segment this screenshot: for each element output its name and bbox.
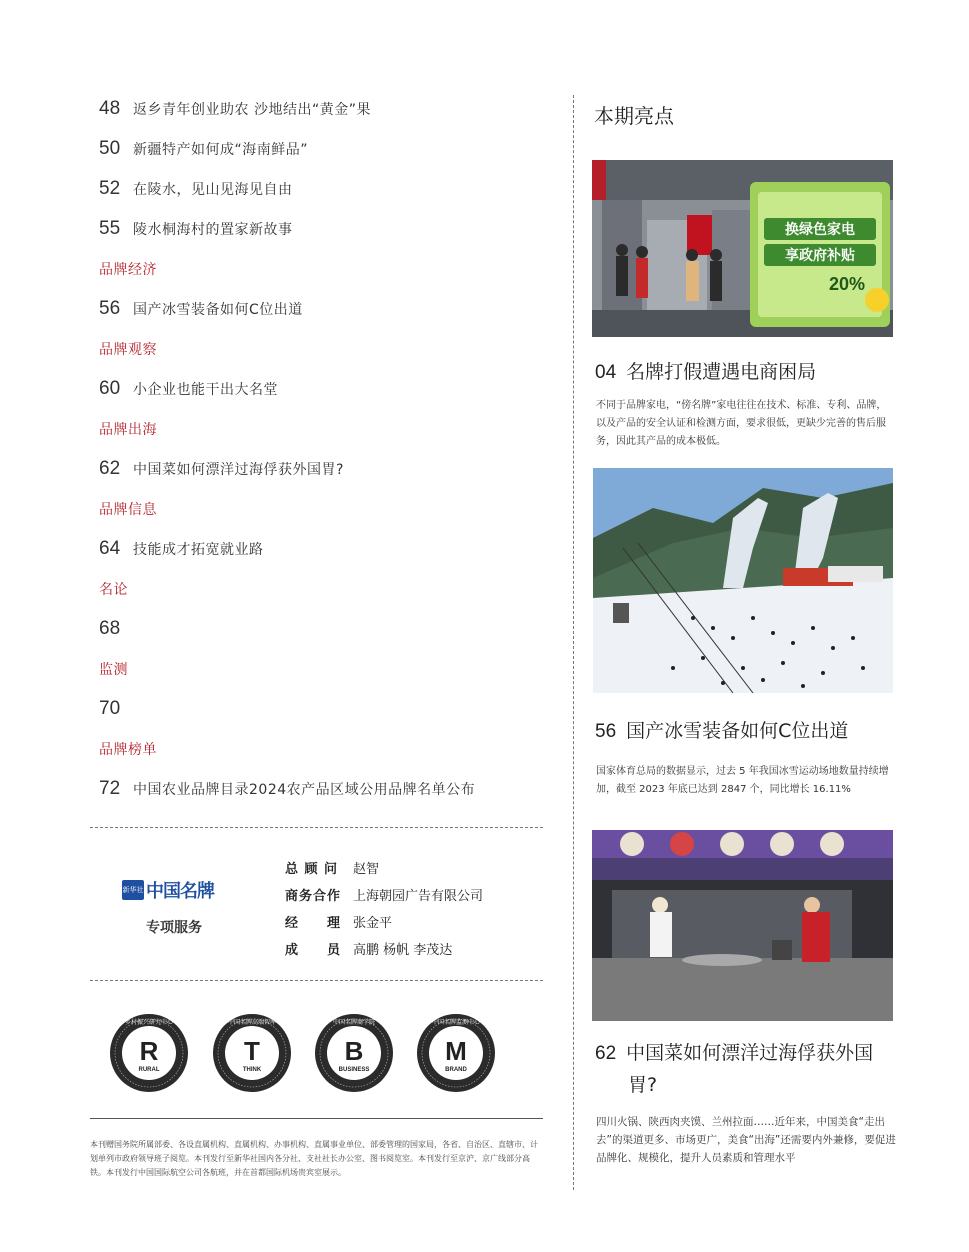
toc-entry[interactable]: [99, 538, 264, 564]
toc-entry[interactable]: [99, 98, 371, 124]
page-number: 60: [99, 378, 121, 399]
article-title: 中国菜如何漂洋过海俘获外国胃?: [133, 462, 344, 478]
rural-seal-icon: [109, 1013, 189, 1093]
logo-text: 中国名牌: [146, 881, 214, 902]
feature-description: 不同于品牌家电，“傍名牌”家电往往在技术、标准、专利、品牌，以及产品的安全认证和检测方面，要求很低，更缺少完善的售后服务，因此其产品的成本极低。: [596, 400, 887, 447]
page-number: 55: [99, 218, 121, 239]
staff-role: 成 员: [285, 943, 342, 958]
divider: [90, 827, 543, 828]
staff-row: [285, 912, 392, 931]
feature-title: 国产冰雪装备如何C位出道: [626, 720, 849, 742]
toc-entry[interactable]: [99, 298, 303, 324]
page-number: 70: [99, 698, 121, 719]
seal-letter: M: [445, 1036, 467, 1066]
divider: [90, 980, 543, 981]
page-number: 48: [99, 98, 121, 119]
business-seal-icon: [314, 1013, 394, 1093]
ski-resort-photo[interactable]: [593, 468, 893, 693]
sign-line2: 享政府补贴: [785, 248, 855, 264]
page-number: 50: [99, 138, 121, 159]
section-label: 品牌信息: [99, 502, 157, 518]
kitchen-photo[interactable]: [592, 830, 893, 1021]
staff-row: [285, 885, 483, 904]
seal-letter: T: [244, 1036, 260, 1066]
seal-ring-text: 中国名牌高端智库: [227, 1019, 277, 1026]
article-title: 中国农业品牌目录2024农产品区域公用品牌名单公布: [133, 782, 476, 798]
staff-role: 经 理: [285, 916, 342, 931]
toc-entry[interactable]: [99, 458, 344, 484]
seal-ring-text: 中国名牌监测中心: [431, 1019, 481, 1026]
seal-letter: B: [344, 1036, 364, 1066]
section-label: 品牌出海: [99, 422, 157, 438]
feature-title: 名牌打假遭遇电商困局: [626, 361, 817, 383]
staff-name: 上海朝园广告有限公司: [353, 889, 484, 904]
article-title: 技能成才拓宽就业路: [133, 542, 264, 558]
staff-name: 赵智: [353, 862, 380, 877]
article-title: 国产冰雪装备如何C位出道: [133, 302, 303, 318]
seal-letter: R: [139, 1036, 159, 1066]
feature-page-number: 62: [595, 1043, 617, 1064]
article-title: 返乡青年创业助农 沙地结出“黄金”果: [133, 102, 371, 118]
page-number: 64: [99, 538, 121, 559]
article-title: 陵水桐海村的置家新故事: [133, 222, 293, 238]
page-number: 52: [99, 178, 121, 199]
toc-entry[interactable]: [99, 778, 475, 804]
xinhua-logo-icon: 新华社: [122, 880, 144, 900]
section-label: 名论: [99, 582, 128, 598]
feature-heading[interactable]: [595, 1038, 873, 1065]
section-label: 品牌经济: [99, 262, 157, 278]
toc-entry[interactable]: [99, 218, 293, 244]
feature-page-number: 04: [595, 362, 617, 383]
divider: [90, 1118, 543, 1119]
toc-entry[interactable]: [99, 378, 278, 404]
toc-entry[interactable]: [99, 698, 133, 724]
distribution-note: 本刊赠国务院所属部委、各设直属机构、直属机构、办事机构、直属事业单位、部委管理的国家局，各省、自治区、直辖市、计划单列市政府领导班子阅览。本刊发行至新华社国内各分社、支社社长办公室、图书阅览室。本刊发行至京沪、京广线部分高铁。本刊发行中国国际航空公司各航班，并在首都国际机场贵宾室展示。: [90, 1140, 538, 1177]
staff-name: 张金平: [353, 916, 393, 931]
think-seal-icon: [212, 1013, 292, 1093]
article-title: 小企业也能干出大名堂: [133, 382, 278, 398]
section-label: 监测: [99, 662, 128, 678]
section-label: 品牌榜单: [99, 742, 157, 758]
staff-role: 总 顾 问: [285, 862, 339, 877]
sponsor-subtitle: 专项服务: [146, 920, 202, 936]
sign-percentage: 20%: [828, 274, 866, 294]
feature-title: 中国菜如何漂洋过海俘获外国: [626, 1042, 874, 1064]
article-title: 新疆特产如何成“海南鲜品”: [133, 142, 309, 158]
toc-entry[interactable]: [99, 178, 293, 204]
staff-role: 商务合作: [285, 889, 342, 904]
toc-entry[interactable]: [99, 138, 308, 164]
staff-row: [285, 939, 452, 958]
seal-ring-text: 乡村振兴研究中心: [124, 1019, 174, 1026]
toc-entry[interactable]: [99, 618, 133, 644]
sign-line1: 换绿色家电: [785, 222, 855, 238]
seal-word: RURAL: [138, 1067, 160, 1073]
highlights-title: 本期亮点: [594, 104, 674, 128]
page-number: 56: [99, 298, 121, 319]
brand-monitor-seal-icon: [416, 1013, 496, 1093]
seal-ring-text: 中国名牌商学院: [332, 1019, 376, 1026]
brand-logo: [122, 878, 240, 902]
feature-description: 四川火锅、陕西肉夹馍、兰州拉面……近年来，中国美食“走出去”的渠道更多、市场更广，美食“出海”还需要内外兼修，要促进品牌化、规模化，提升人员素质和管理水平: [596, 1116, 896, 1164]
feature-heading[interactable]: [595, 357, 816, 384]
staff-row: [285, 858, 379, 877]
section-label: 品牌观察: [99, 342, 157, 358]
column-divider: [573, 95, 574, 1190]
seal-word: BRAND: [445, 1067, 467, 1073]
kitchen-image: [592, 830, 893, 1021]
feature-heading-continuation: 胃?: [628, 1074, 658, 1096]
store-photo-image: [592, 160, 893, 337]
page-number: 62: [99, 458, 121, 479]
feature-page-number: 56: [595, 721, 617, 742]
store-photo[interactable]: [592, 160, 893, 337]
page-number: 68: [99, 618, 121, 639]
feature-description: 国家体育总局的数据显示，过去 5 年我国冰雪运动场地数量持续增加，截至 2023 年底已达到 2847 个，同比增长 16.11%: [596, 766, 889, 795]
feature-heading[interactable]: [595, 716, 848, 743]
seal-word: BUSINESS: [338, 1067, 370, 1073]
ski-resort-image: [593, 468, 893, 693]
staff-name: 高鹏 杨帆 李茂达: [353, 943, 453, 958]
page-number: 72: [99, 778, 121, 799]
article-title: 在陵水，见山见海见自由: [133, 182, 293, 198]
seal-word: THINK: [242, 1067, 262, 1073]
